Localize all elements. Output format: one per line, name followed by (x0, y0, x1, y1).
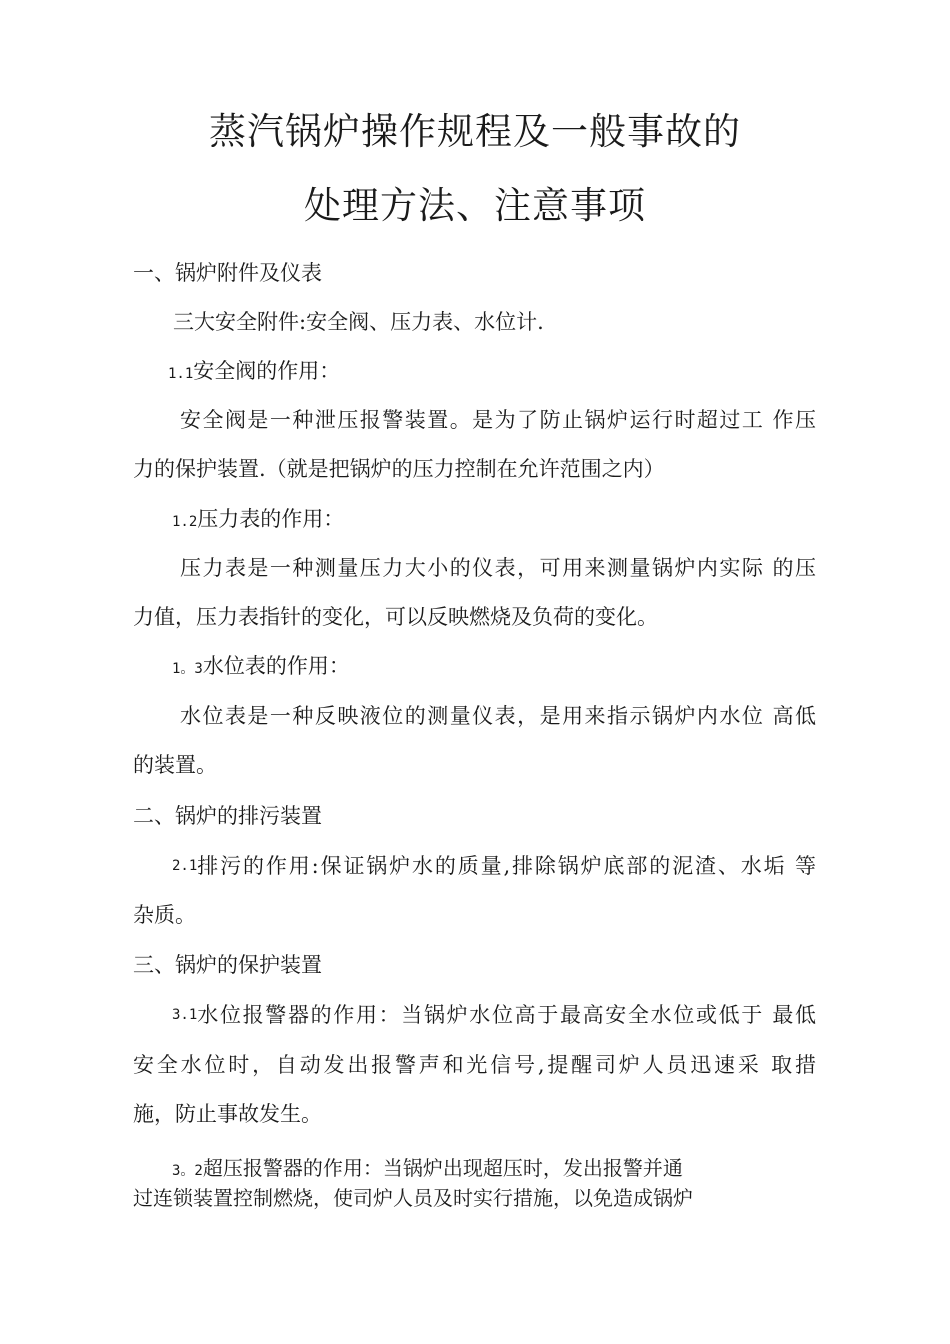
item-1-2-number: 1.2 (172, 514, 198, 530)
item-1-3-heading: 水位表的作用： (202, 654, 350, 678)
item-1-2-text-line-2: 力值，压力表指针的变化，可以反映燃烧及负荷的变化。 (133, 605, 658, 629)
item-1-2-heading-row (172, 504, 344, 537)
item-3-2-line-1-row (172, 1154, 683, 1185)
item-2-1-text-line-2: 杂质。 (133, 903, 196, 927)
section-2-heading: 二、锅炉的排污装置 (133, 804, 322, 828)
item-3-1-text-line-2: 安全水位时，自动发出报警声和光信号,提醒司炉人员迅速采 取措 (133, 1053, 816, 1077)
item-2-1-number: 2.1 (172, 858, 198, 874)
item-3-2-text-line-1: 超压报警器的作用：当锅炉出现超压时，发出报警并通 (202, 1156, 683, 1180)
item-1-1-text-line-1: 安全阀是一种泄压报警装置。是为了防止锅炉运行时超过工 作压 (180, 408, 816, 432)
item-1-2-heading: 压力表的作用： (197, 507, 345, 531)
item-1-1-text-line-2: 力的保护装置.（就是把锅炉的压力控制在允许范围之内） (133, 457, 665, 481)
item-3-2-text-line-2: 过连锁装置控制燃烧，使司炉人员及时实行措施，以免造成锅炉 (133, 1186, 693, 1210)
section-1-heading: 一、锅炉附件及仪表 (133, 261, 322, 285)
item-1-3-number: 1。3 (172, 661, 203, 677)
item-3-1-line-1-row (172, 1000, 816, 1030)
item-2-1-text-line-1: 排污的作用:保证锅炉水的质量,排除锅炉底部的泥渣、水垢 等 (197, 854, 816, 878)
item-3-1-text-line-3: 施，防止事故发生。 (133, 1102, 322, 1126)
document-title-line-2: 处理方法、注意事项 (304, 184, 646, 227)
item-1-3-text-line-2: 的装置。 (133, 753, 217, 777)
section-1-intro: 三大安全附件:安全阀、压力表、水位计. (173, 310, 544, 334)
item-3-1-number: 3.1 (172, 1007, 198, 1023)
item-1-1-heading: 安全阀的作用： (193, 359, 341, 383)
document-title-line-1: 蒸汽锅炉操作规程及一般事故的 (209, 110, 741, 153)
item-1-1-number: 1.1 (168, 366, 194, 382)
item-1-3-text-line-1: 水位表是一种反映液位的测量仪表，是用来指示锅炉内水位 高低 (180, 704, 816, 728)
section-3-heading: 三、锅炉的保护装置 (133, 953, 322, 977)
item-2-1-line-1-row (172, 851, 816, 881)
item-1-2-text-line-1: 压力表是一种测量压力大小的仪表，可用来测量锅炉内实际 的压 (180, 556, 816, 580)
item-3-2-number: 3。2 (172, 1163, 203, 1179)
item-1-1-heading-row (168, 356, 340, 389)
item-3-1-text-line-1: 水位报警器的作用：当锅炉水位高于最高安全水位或低于 最低 (197, 1003, 816, 1027)
item-1-3-heading-row (172, 651, 350, 684)
